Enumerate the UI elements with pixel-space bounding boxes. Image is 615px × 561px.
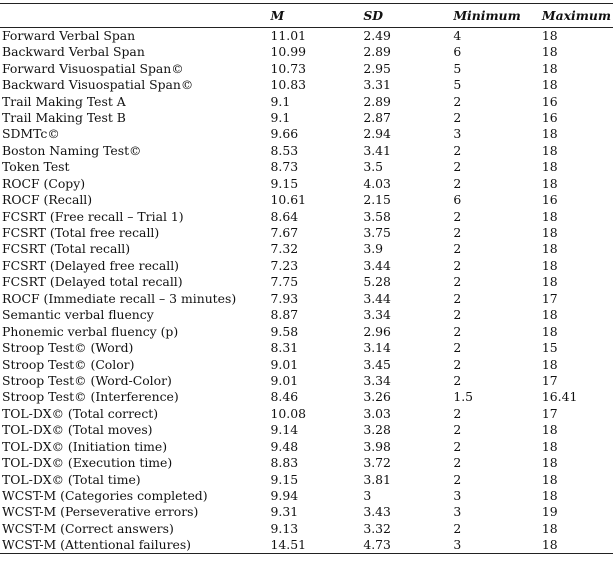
cell-minimum: 2	[453, 372, 462, 388]
cell-mean: 10.99	[270, 44, 306, 60]
cell-sd: 3.9	[363, 241, 384, 257]
cell-maximum: 18	[541, 274, 558, 290]
cell-variable: Forward Verbal Span	[2, 28, 136, 43]
cell-minimum: 2	[453, 175, 462, 191]
table-row	[0, 241, 613, 257]
cell-variable: TOL-DX© (Execution time)	[2, 455, 173, 471]
cell-minimum: 4	[453, 28, 462, 43]
cell-minimum: 3	[453, 504, 462, 520]
cell-maximum: 18	[541, 520, 558, 536]
cell-sd: 3.45	[363, 356, 391, 372]
cell-sd: 2.96	[363, 323, 391, 339]
table-row	[0, 422, 613, 438]
table-row	[0, 176, 613, 192]
cell-maximum: 17	[541, 290, 558, 306]
cell-minimum: 2	[453, 290, 462, 306]
cell-minimum: 2	[453, 405, 462, 421]
cell-variable: Boston Naming Test©	[2, 142, 142, 158]
cell-variable: TOL-DX© (Total correct)	[2, 405, 159, 421]
cell-mean: 9.14	[270, 422, 299, 438]
cell-maximum: 18	[541, 225, 558, 241]
cell-mean: 8.53	[270, 142, 299, 158]
table-row	[0, 537, 613, 554]
table-row	[0, 208, 613, 224]
cell-variable: WCST-M (Perseverative errors)	[2, 504, 199, 520]
table-row	[0, 159, 613, 175]
cell-maximum: 17	[541, 372, 558, 388]
cell-variable: Stroop Test© (Word-Color)	[2, 372, 172, 388]
cell-sd: 3.34	[363, 372, 391, 388]
cell-mean: 8.87	[270, 307, 299, 323]
cell-maximum: 16	[541, 109, 558, 125]
cell-variable: FCSRT (Delayed free recall)	[2, 257, 179, 273]
table-row	[0, 143, 613, 159]
table-row	[0, 60, 613, 76]
cell-maximum: 17	[541, 405, 558, 421]
cell-minimum: 2	[453, 274, 462, 290]
cell-sd: 3.98	[363, 438, 391, 454]
cell-sd: 2.89	[363, 93, 391, 109]
cell-variable: WCST-M (Attentional failures)	[0, 537, 271, 554]
cell-mean: 9.1	[270, 93, 291, 109]
cell-sd: 2.15	[363, 192, 391, 208]
cell-sd: 2.49	[363, 28, 391, 43]
cell-minimum: 2	[453, 520, 462, 536]
cell-minimum: 3	[453, 126, 462, 142]
table-row	[0, 340, 613, 356]
cell-maximum: 18	[541, 323, 558, 339]
cell-sd: 3.44	[363, 290, 391, 306]
cell-sd: 3.43	[363, 504, 391, 520]
table-header	[0, 4, 613, 28]
cell-variable: FCSRT (Delayed total recall)	[2, 274, 183, 290]
table-row	[0, 504, 613, 520]
cell-mean: 7.32	[270, 241, 299, 257]
cell-variable: TOL-DX© (Total time)	[2, 471, 141, 487]
cell-sd: 2.94	[363, 126, 391, 142]
cell-variable: ROCF (Recall)	[2, 192, 93, 208]
cell-mean: 9.94	[270, 488, 299, 504]
cell-mean: 7.75	[270, 274, 299, 290]
descriptive-statistics-table	[0, 3, 613, 554]
cell-mean: 9.15	[270, 175, 299, 191]
cell-variable: FCSRT (Total recall)	[2, 241, 131, 257]
table-row	[0, 307, 613, 323]
cell-sd: 3.41	[363, 142, 391, 158]
table-row	[0, 225, 613, 241]
cell-maximum: 18	[541, 28, 558, 43]
cell-minimum: 6	[453, 192, 462, 208]
cell-mean: 7.67	[270, 225, 299, 241]
cell-variable: Forward Visuospatial Span©	[2, 60, 184, 76]
cell-sd: 3.58	[363, 208, 391, 224]
cell-variable: Stroop Test© (Word)	[2, 340, 134, 356]
cell-mean: 9.48	[270, 438, 299, 454]
cell-variable: Backward Verbal Span	[2, 44, 145, 60]
cell-variable: ROCF (Copy)	[2, 175, 86, 191]
cell-maximum: 18	[541, 471, 558, 487]
cell-minimum: 2	[453, 422, 462, 438]
cell-variable: SDMTc©	[2, 126, 60, 142]
table-body	[0, 28, 613, 554]
cell-maximum: 19	[541, 504, 558, 520]
cell-mean: 8.83	[270, 455, 299, 471]
cell-mean: 7.23	[270, 257, 299, 273]
cell-mean: 10.73	[270, 60, 306, 76]
header-row	[0, 4, 613, 28]
cell-maximum: 16	[541, 93, 558, 109]
cell-maximum: 18	[541, 159, 558, 175]
cell-mean: 9.31	[270, 504, 299, 520]
cell-maximum: 18	[541, 175, 558, 191]
cell-maximum: 18	[542, 537, 613, 554]
header-minimum: Minimum	[453, 4, 542, 28]
cell-minimum: 2	[453, 142, 462, 158]
cell-minimum: 5	[453, 60, 462, 76]
table-row	[0, 389, 613, 405]
cell-variable: Trail Making Test B	[2, 109, 126, 125]
cell-maximum: 18	[541, 208, 558, 224]
cell-sd: 3.31	[363, 77, 391, 93]
cell-maximum: 18	[541, 455, 558, 471]
cell-minimum: 3	[453, 537, 542, 554]
cell-maximum: 18	[541, 422, 558, 438]
cell-mean: 9.13	[270, 520, 299, 536]
cell-variable: ROCF (Immediate recall – 3 minutes)	[2, 290, 237, 306]
cell-variable: TOL-DX© (Initiation time)	[2, 438, 168, 454]
cell-variable: Semantic verbal fluency	[2, 307, 154, 323]
cell-maximum: 18	[541, 126, 558, 142]
cell-sd: 3.28	[363, 422, 391, 438]
table-row	[0, 406, 613, 422]
cell-minimum: 2	[453, 93, 462, 109]
cell-mean: 9.01	[270, 356, 299, 372]
cell-maximum: 18	[541, 356, 558, 372]
cell-mean: 9.15	[270, 471, 299, 487]
table-row	[0, 471, 613, 487]
cell-mean: 9.01	[270, 372, 299, 388]
header-maximum: Maximum	[542, 4, 613, 28]
header-sd: SD	[363, 4, 453, 28]
table-row	[0, 110, 613, 126]
table-row	[0, 356, 613, 372]
cell-minimum: 5	[453, 77, 462, 93]
cell-sd: 3.03	[363, 405, 391, 421]
cell-variable: Token Test	[2, 159, 70, 175]
cell-sd: 3.26	[363, 389, 391, 405]
table-row	[0, 455, 613, 471]
cell-sd: 3	[363, 488, 372, 504]
cell-minimum: 2	[453, 241, 462, 257]
cell-sd: 2.89	[363, 44, 391, 60]
table-row	[0, 439, 613, 455]
cell-mean: 14.51	[271, 537, 364, 554]
cell-minimum: 2	[453, 438, 462, 454]
table-row	[0, 93, 613, 109]
cell-sd: 2.95	[363, 60, 391, 76]
cell-mean: 10.08	[270, 405, 306, 421]
cell-sd: 3.44	[363, 257, 391, 273]
cell-maximum: 18	[541, 60, 558, 76]
header-variable	[0, 4, 271, 28]
cell-sd: 2.87	[363, 109, 391, 125]
table-row	[0, 77, 613, 93]
cell-maximum: 16.41	[541, 389, 578, 405]
cell-maximum: 18	[541, 488, 558, 504]
cell-variable: Phonemic verbal fluency (p)	[2, 323, 179, 339]
cell-maximum: 16	[541, 192, 558, 208]
cell-minimum: 2	[453, 455, 462, 471]
cell-variable: WCST-M (Categories completed)	[2, 488, 208, 504]
cell-mean: 7.93	[270, 290, 299, 306]
cell-sd: 3.32	[363, 520, 391, 536]
cell-mean: 8.31	[270, 340, 299, 356]
cell-variable: WCST-M (Correct answers)	[2, 520, 174, 536]
cell-variable: Backward Visuospatial Span©	[2, 77, 194, 93]
cell-maximum: 18	[541, 241, 558, 257]
cell-mean: 8.64	[270, 208, 299, 224]
cell-mean: 9.66	[270, 126, 299, 142]
cell-mean: 10.61	[270, 192, 306, 208]
cell-minimum: 2	[453, 225, 462, 241]
table-row	[0, 373, 613, 389]
table-row	[0, 488, 613, 504]
cell-maximum: 18	[541, 44, 558, 60]
cell-sd: 3.75	[363, 225, 391, 241]
cell-minimum: 2	[453, 159, 462, 175]
table-row	[0, 126, 613, 142]
cell-sd: 5.28	[363, 274, 391, 290]
cell-mean: 10.83	[270, 77, 306, 93]
cell-minimum: 1.5	[453, 389, 474, 405]
cell-maximum: 18	[541, 142, 558, 158]
cell-minimum: 2	[453, 471, 462, 487]
table-row	[0, 291, 613, 307]
cell-maximum: 18	[541, 77, 558, 93]
table-row	[0, 192, 613, 208]
cell-variable: Stroop Test© (Color)	[2, 356, 135, 372]
cell-mean: 11.01	[270, 28, 306, 43]
cell-maximum: 18	[541, 307, 558, 323]
cell-sd: 4.03	[363, 175, 391, 191]
cell-mean: 8.73	[270, 159, 299, 175]
table-row	[0, 323, 613, 339]
header-mean: M	[271, 4, 364, 28]
cell-variable: Trail Making Test A	[2, 93, 126, 109]
cell-minimum: 2	[453, 257, 462, 273]
table-row	[0, 28, 613, 45]
cell-sd: 3.72	[363, 455, 391, 471]
table-row	[0, 258, 613, 274]
cell-minimum: 2	[453, 307, 462, 323]
cell-minimum: 3	[453, 488, 462, 504]
cell-variable: FCSRT (Total free recall)	[2, 225, 160, 241]
cell-variable: TOL-DX© (Total moves)	[2, 422, 153, 438]
table-row	[0, 274, 613, 290]
table-row	[0, 44, 613, 60]
cell-mean: 8.46	[270, 389, 299, 405]
table-row	[0, 521, 613, 537]
cell-maximum: 18	[541, 438, 558, 454]
cell-minimum: 6	[453, 44, 462, 60]
cell-mean: 9.1	[270, 109, 291, 125]
cell-variable: FCSRT (Free recall – Trial 1)	[2, 208, 184, 224]
cell-minimum: 2	[453, 340, 462, 356]
cell-sd: 3.34	[363, 307, 391, 323]
cell-sd: 3.81	[363, 471, 391, 487]
cell-mean: 9.58	[270, 323, 299, 339]
cell-sd: 3.14	[363, 340, 391, 356]
cell-variable: Stroop Test© (Interference)	[2, 389, 179, 405]
cell-maximum: 15	[541, 340, 558, 356]
cell-minimum: 2	[453, 323, 462, 339]
cell-minimum: 2	[453, 356, 462, 372]
cell-sd: 3.5	[363, 159, 384, 175]
cell-maximum: 18	[541, 257, 558, 273]
cell-minimum: 2	[453, 208, 462, 224]
cell-sd: 4.73	[363, 537, 453, 554]
cell-minimum: 2	[453, 109, 462, 125]
